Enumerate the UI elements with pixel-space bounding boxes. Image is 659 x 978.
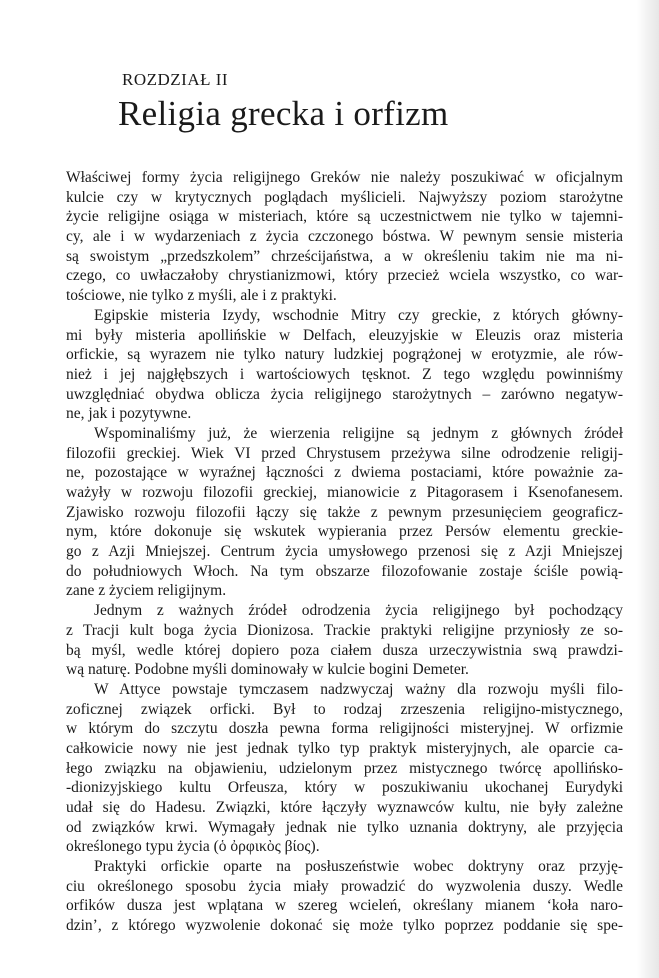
text-line: zoficznej związek orficki. Był to rodzaj zrzeszenia religijno-mistycznego, bbox=[66, 700, 623, 718]
text-line: -dionizyjskiego kultu Orfeusza, który w poszukiwaniu ukochanej Eurydyki bbox=[66, 779, 623, 797]
text-line: orfickie, są wyrazem nie tylko natury ludzkiej pogrążonej w erotyzmie, ale rów- bbox=[66, 346, 623, 364]
text-line: W Attyce powstaje tymczasem nadzwyczaj ważny dla rozwoju myśli filo- bbox=[94, 680, 623, 698]
text-line: uwzględniać obydwa oblicza życia religijnego starożytnych – zarówno negatyw- bbox=[66, 385, 623, 403]
text-line: od związków krwi. Wymagały jednak nie tylko uznania doktryny, ale przyjęcia bbox=[66, 818, 623, 836]
text-line: nym, które dokonuje się wskutek wypierania przez Persów elementu greckie- bbox=[66, 523, 623, 541]
text-line: ne, pozostające w wyraźnej łączności z dwiema postaciami, które poważnie za- bbox=[66, 464, 623, 482]
text-line: tościowe, nie tylko z myśli, ale i z praktyki. bbox=[66, 287, 337, 305]
text-line: go z Azji Mniejszej. Centrum życia umysłowego przenosi się z Azji Mniejszej bbox=[66, 543, 623, 561]
text-line: filozofii greckiej. Wiek VI przed Chrystusem przeżywa silne odrodzenie religij- bbox=[66, 444, 623, 462]
text-line: całkowicie nowy nie jest jednak tylko typ praktyk misteryjnych, ale oparcie ca- bbox=[66, 739, 623, 757]
text-line: orfików dusza jest wplątana w szereg wcieleń, określany mianem ‘koła naro- bbox=[66, 897, 623, 915]
text-line: cy, ale i w wydarzeniach z życia czczonego bóstwa. W pewnym sensie misteria bbox=[66, 228, 623, 246]
text-line: w którym do szczytu doszła pewna forma religijności misteryjnej. W orfizmie bbox=[66, 720, 623, 738]
body-text bbox=[66, 168, 623, 936]
text-line: kulcie czy w krytycznych poglądach myślicieli. Najwyższy poziom starożytne bbox=[66, 188, 623, 206]
text-line: są swoistym „przedszkolem” chrześcijaństwa, a w określeniu takim nie ma ni- bbox=[66, 247, 623, 265]
text-line: wą naturę. Podobne myśli dominowały w kulcie bogini Demeter. bbox=[66, 661, 469, 679]
text-line: określonego typu życia (ὁ ὀρφικὸς βίος). bbox=[66, 838, 320, 856]
text-line: Jednym z ważnych źródeł odrodzenia życia religijnego był pochodzący bbox=[94, 602, 623, 620]
text-line: łego związku na objawieniu, udzielonym przez mistycznego twórcę apollińsko- bbox=[66, 759, 623, 777]
text-line: udał się do Hadesu. Związki, które łączyły wyznawców kultu, nie były zależne bbox=[66, 799, 623, 816]
page-edge-shadow bbox=[637, 0, 659, 978]
text-line: życie religijne osiąga w misteriach, które są uczestnictwem nie tylko w tajemni- bbox=[66, 208, 623, 226]
text-line: czego, co uwłaczałoby chrystianizmowi, który przecież wciela wszystko, co war- bbox=[66, 267, 623, 285]
text-line: ważyły w rozwoju filozofii greckiej, mianowicie z Pitagorasem i Ksenofanesem. bbox=[66, 484, 623, 501]
text-line: Praktyki orfickie oparte na posłuszeństwie wobec doktryny oraz przyję- bbox=[94, 858, 623, 876]
text-line: z Tracji kult boga życia Dionizosa. Trackie praktyki religijne przyniosły ze so- bbox=[66, 621, 623, 639]
text-line: do południowych Włoch. Na tym obszarze filozofowanie zostaje ściśle powią- bbox=[66, 562, 623, 580]
text-line: zane z życiem religijnym. bbox=[66, 582, 227, 600]
text-line: Wspominaliśmy już, że wierzenia religijne są jednym z głównych źródeł bbox=[94, 424, 623, 442]
chapter-label: ROZDZIAŁ II bbox=[122, 70, 229, 89]
text-line: Właściwej formy życia religijnego Greków nie należy poszukiwać w oficjalnym bbox=[66, 169, 623, 186]
text-line: dzin’, z którego wyzwolenie dokonać się może tylko poprzez poddanie się spe- bbox=[66, 917, 623, 935]
text-line: bą myśl, wedle której dopiero poza ciałem dusza urzeczywistnia swą prawdzi- bbox=[66, 641, 623, 659]
text-line: Egipskie misteria Izydy, wschodnie Mitry czy greckie, z których główny- bbox=[94, 306, 623, 324]
text-line: mi były misteria apollińskie w Delfach, eleuzyjskie w Eleuzis oraz misteria bbox=[66, 326, 623, 344]
text-line: ne, jak i pozytywne. bbox=[66, 405, 192, 423]
text-line: nież i jej najgłębszych i wartościowych tęsknot. Z tego względu powinniśmy bbox=[66, 365, 623, 383]
chapter-title: Religia grecka i orfizm bbox=[118, 94, 449, 133]
text-line: ciu określonego sposobu życia miały prowadzić do wyzwolenia duszy. Wedle bbox=[66, 877, 623, 895]
text-line: Zjawisko rozwoju filozofii łączy się także z pewnym przesunięciem geograficz- bbox=[66, 503, 623, 521]
